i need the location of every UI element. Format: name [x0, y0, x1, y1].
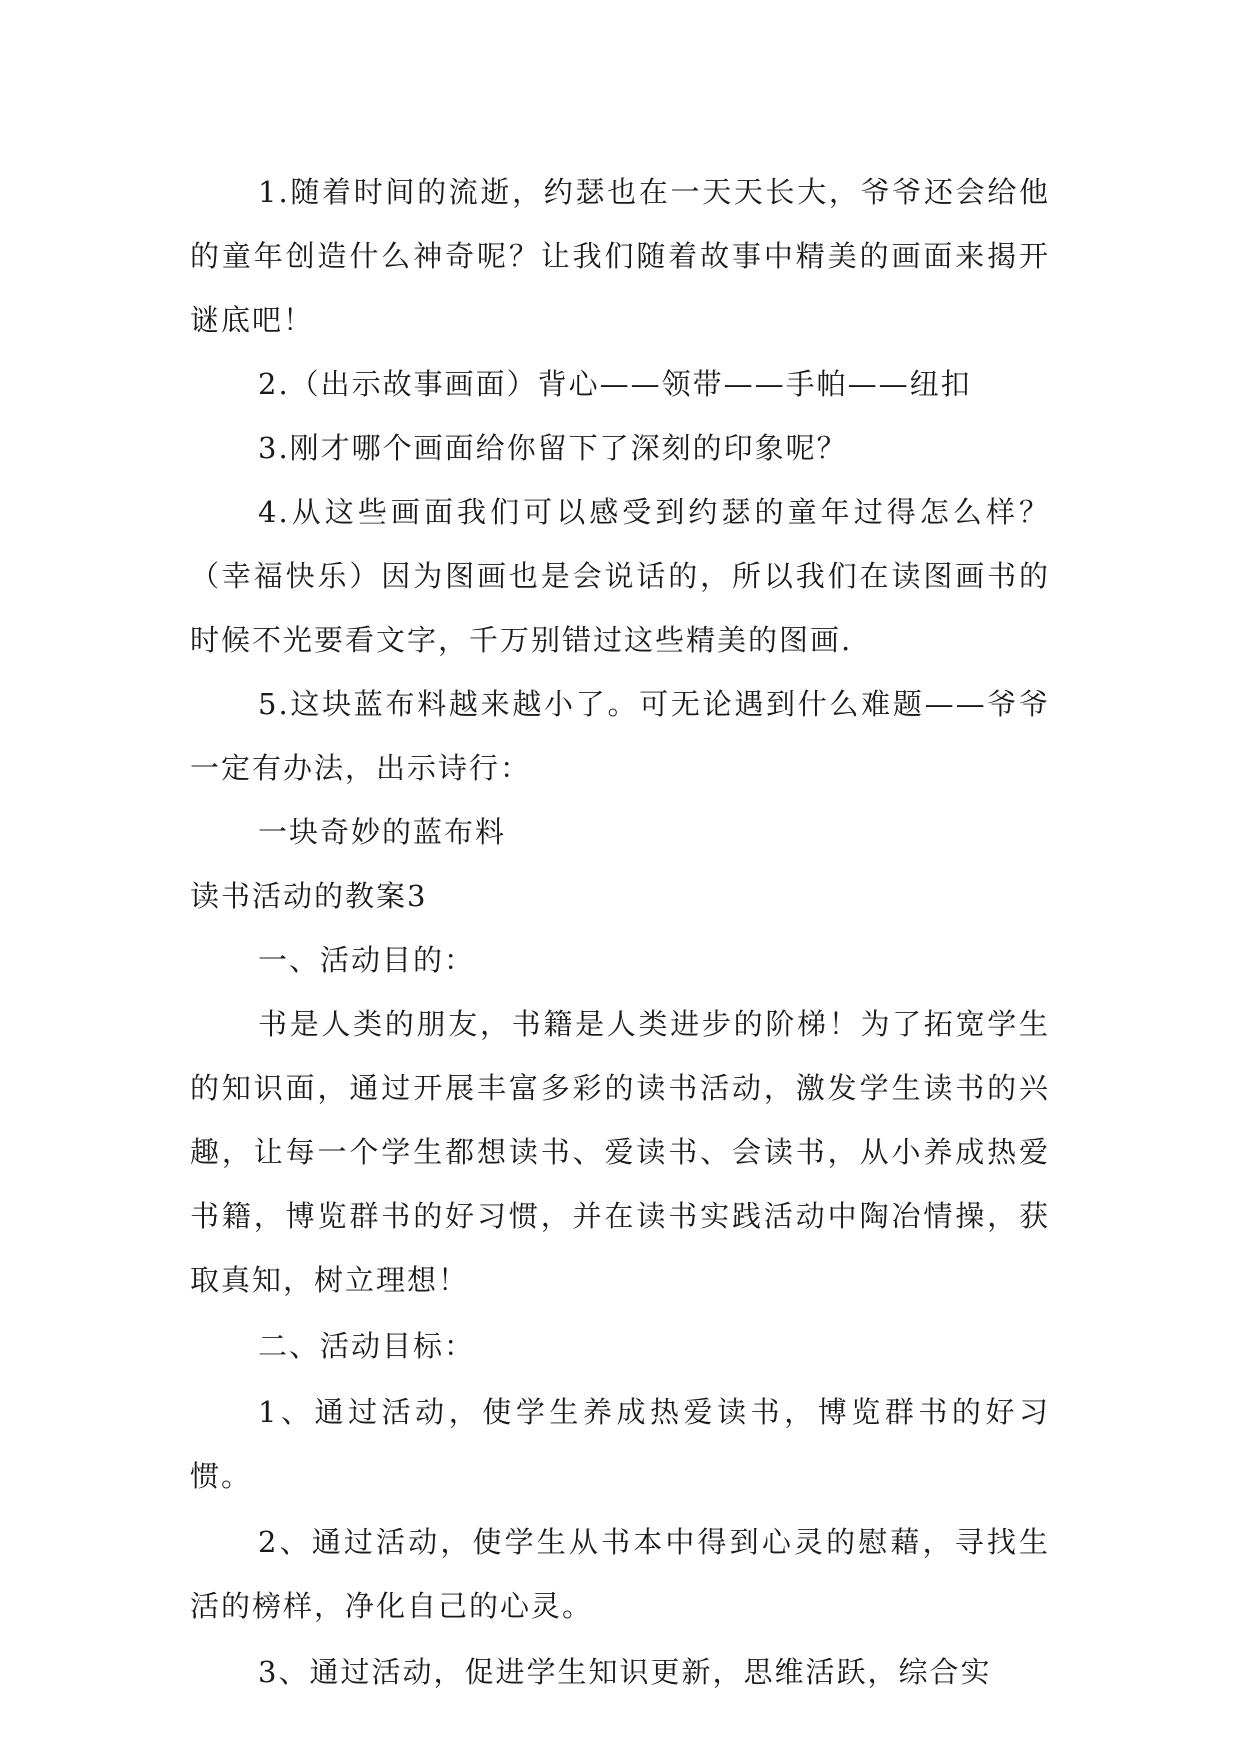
goal-item-1: 1、通过活动，使学生养成热爱读书，博览群书的好习惯。	[190, 1395, 1050, 1493]
section-heading: 读书活动的教案3	[190, 879, 428, 913]
paragraph-step-3: 3.刚才哪个画面给你留下了深刻的印象呢？	[258, 431, 848, 465]
subheading-purpose: 一、活动目的：	[258, 943, 476, 977]
goal-item-2: 2、通过活动，使学生从书本中得到心灵的慰藉，寻找生活的榜样，净化自己的心灵。	[190, 1525, 1050, 1623]
paragraph-step-4: 4.从这些画面我们可以感受到约瑟的童年过得怎么样？（幸福快乐）因为图画也是会说话的，所以我们在读图画书的时候不光要看文字，千万别错过这些精美的图画.	[190, 495, 1050, 657]
goal-item-3: 3、通过活动，促进学生知识更新，思维活跃，综合实	[258, 1655, 992, 1689]
subheading-goals: 二、活动目标：	[258, 1329, 476, 1363]
document-page	[190, 160, 1050, 1704]
paragraph-step-1: 1.随着时间的流逝，约瑟也在一天天长大，爷爷还会给他的童年创造什么神奇呢？让我们随着故事中精美的画面来揭开谜底吧！	[190, 175, 1050, 337]
paragraph-step-2: 2.（出示故事画面）背心——领带——手帕——纽扣	[258, 367, 972, 401]
poem-line: 一块奇妙的蓝布料	[258, 815, 507, 849]
paragraph-step-5: 5.这块蓝布料越来越小了。可无论遇到什么难题——爷爷一定有办法，出示诗行：	[190, 687, 1050, 785]
paragraph-purpose: 书是人类的朋友，书籍是人类进步的阶梯！为了拓宽学生的知识面，通过开展丰富多彩的读书活动，激发学生读书的兴趣，让每一个学生都想读书、爱读书、会读书，从小养成热爱书籍，博览群书的好习惯，并在读书实践活动中陶冶情操，获取真知，树立理想！	[190, 1007, 1050, 1297]
